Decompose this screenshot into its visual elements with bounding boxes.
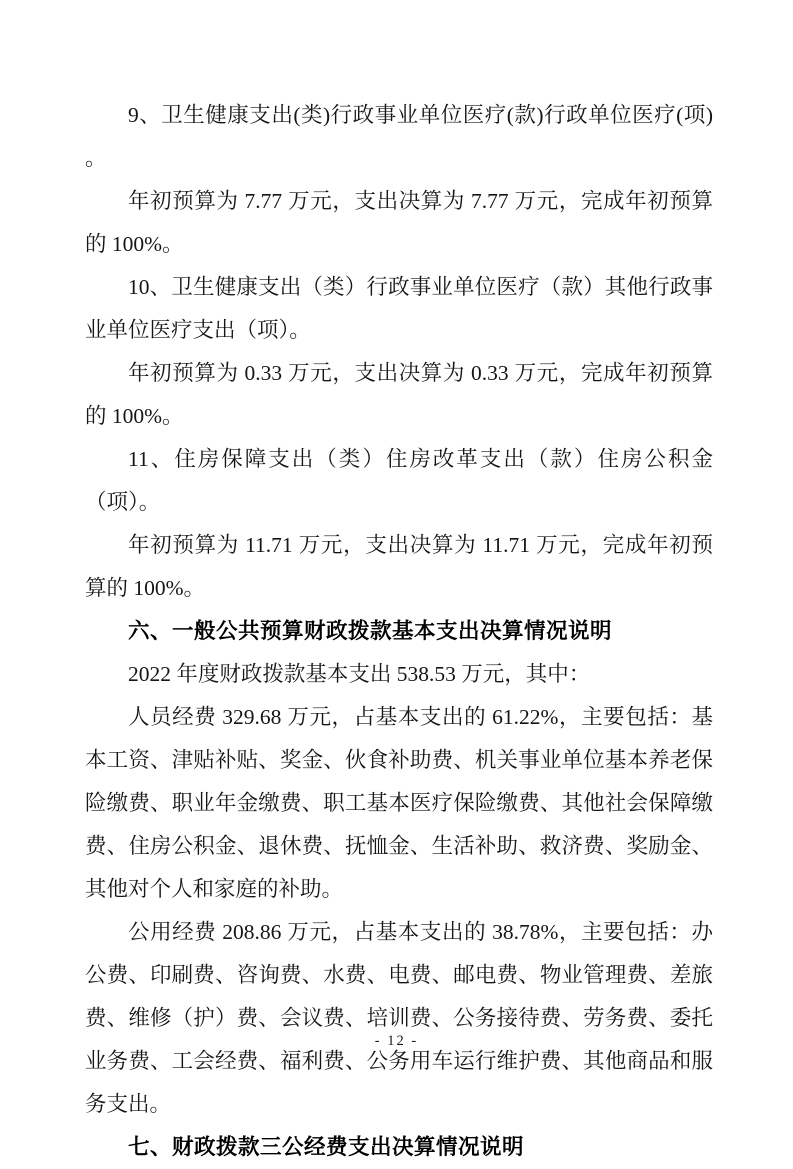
paragraph-item9-budget-figures: 年初预算为 7.77 万元，支出决算为 7.77 万元，完成年初预算的 100%。: [85, 189, 713, 256]
paragraph-item11-housing-expenditure: 11、住房保障支出（类）住房改革支出（款）住房公积金（项）。: [85, 447, 713, 514]
paragraph-personnel-expenses-detail: 人员经费 329.68 万元，占基本支出的 61.22%，主要包括：基本工资、津贴补贴、奖金、伙食补助费、机关事业单位基本养老保险缴费、职业年金缴费、职工基本医疗保险缴费、其他社会保障缴费、住房公积金、退休费、抚恤金、生活补助、救济费、奖励金、其他对个人和家庭的补助。: [85, 705, 713, 901]
section-heading-six-basic-expenditure: 六、一般公共预算财政拨款基本支出决算情况说明: [128, 619, 613, 643]
paragraph-item10-health-expenditure: 10、卫生健康支出（类）行政事业单位医疗（款）其他行政事业单位医疗支出（项）。: [85, 275, 713, 342]
paragraph-public-expenses-detail: 公用经费 208.86 万元，占基本支出的 38.78%，主要包括：办公费、印刷费、咨询费、水费、电费、邮电费、物业管理费、差旅费、维修（护）费、会议费、培训费、公务接待费、劳务费、委托业务费、工会经费、福利费、公务用车运行维护费、其他商品和服务支出。: [85, 920, 713, 1116]
page-content: [85, 94, 713, 1169]
paragraph-item9-health-expenditure: 9、卫生健康支出(类)行政事业单位医疗(款)行政单位医疗(项) 。: [85, 103, 713, 170]
page-number: - 12 -: [374, 1033, 419, 1049]
paragraph-item11-budget-figures: 年初预算为 11.71 万元，支出决算为 11.71 万元，完成年初预算的 100%。: [85, 533, 713, 600]
paragraph-item10-budget-figures: 年初预算为 0.33 万元，支出决算为 0.33 万元，完成年初预算的 100%。: [85, 361, 713, 428]
paragraph-2022-basic-expenditure-total: 2022 年度财政拨款基本支出 538.53 万元，其中：: [128, 662, 591, 686]
section-heading-seven-three-public-expenses: 七、财政拨款三公经费支出决算情况说明: [128, 1135, 525, 1159]
